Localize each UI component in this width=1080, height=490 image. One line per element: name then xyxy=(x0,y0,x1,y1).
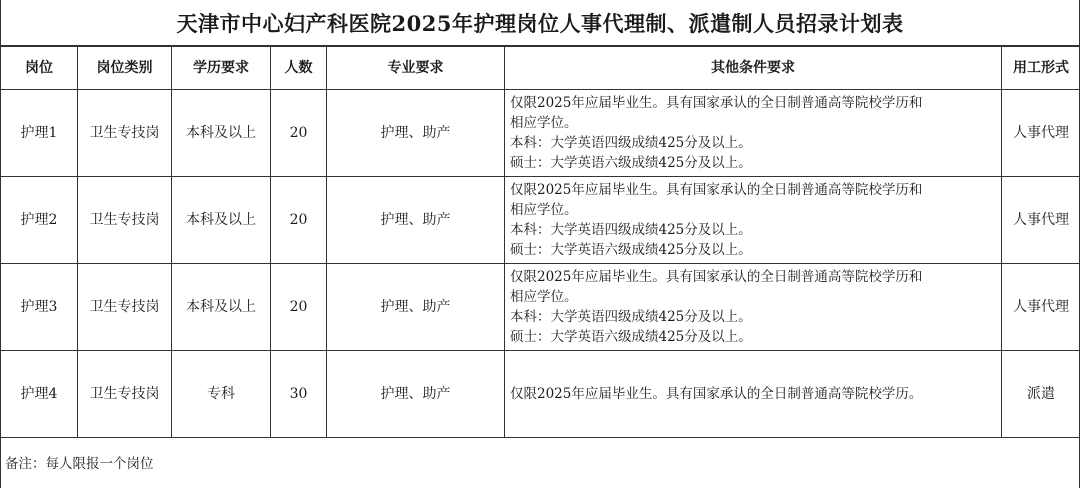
cell-education: 本科及以上 xyxy=(172,90,271,177)
requirement-line: 硕士：大学英语六级成绩425分及以上。 xyxy=(510,327,1001,347)
cell-category: 卫生专技岗 xyxy=(78,90,172,177)
cell-count: 20 xyxy=(271,90,327,177)
cell-count: 30 xyxy=(271,351,327,438)
requirement-line: 相应学位。 xyxy=(510,113,1001,133)
requirement-line: 相应学位。 xyxy=(510,200,1001,220)
requirement-line: 仅限2025年应届毕业生。具有国家承认的全日制普通高等院校学历。 xyxy=(510,384,1001,404)
cell-employment: 人事代理 xyxy=(1002,264,1080,351)
cell-category: 卫生专技岗 xyxy=(78,264,172,351)
cell-requirements xyxy=(505,90,1002,177)
cell-position: 护理4 xyxy=(1,351,78,438)
header-employment: 用工形式 xyxy=(1002,47,1080,90)
cell-education: 本科及以上 xyxy=(172,264,271,351)
header-category: 岗位类别 xyxy=(78,47,172,90)
requirement-line: 本科：大学英语四级成绩425分及以上。 xyxy=(510,220,1001,240)
requirement-line: 仅限2025年应届毕业生。具有国家承认的全日制普通高等院校学历和 xyxy=(510,93,1001,113)
cell-position: 护理3 xyxy=(1,264,78,351)
table-row xyxy=(1,177,1080,264)
header-major: 专业要求 xyxy=(327,47,505,90)
requirement-line: 硕士：大学英语六级成绩425分及以上。 xyxy=(510,240,1001,260)
cell-count: 20 xyxy=(271,264,327,351)
cell-major: 护理、助产 xyxy=(327,90,505,177)
cell-education: 专科 xyxy=(172,351,271,438)
cell-position: 护理2 xyxy=(1,177,78,264)
header-count: 人数 xyxy=(271,47,327,90)
recruitment-table xyxy=(0,46,1080,438)
header-education: 学历要求 xyxy=(172,47,271,90)
requirement-line: 本科：大学英语四级成绩425分及以上。 xyxy=(510,307,1001,327)
table-header-row xyxy=(1,47,1080,90)
cell-major: 护理、助产 xyxy=(327,264,505,351)
header-requirements: 其他条件要求 xyxy=(505,47,1002,90)
page-title: 天津市中心妇产科医院2025年护理岗位人事代理制、派遣制人员招录计划表 xyxy=(0,0,1080,46)
footnote: 备注：每人限报一个岗位 xyxy=(0,438,1080,488)
requirement-line: 仅限2025年应届毕业生。具有国家承认的全日制普通高等院校学历和 xyxy=(510,267,1001,287)
requirement-line: 仅限2025年应届毕业生。具有国家承认的全日制普通高等院校学历和 xyxy=(510,180,1001,200)
table-row xyxy=(1,351,1080,438)
cell-category: 卫生专技岗 xyxy=(78,351,172,438)
cell-requirements xyxy=(505,264,1002,351)
cell-requirements xyxy=(505,177,1002,264)
requirement-line: 硕士：大学英语六级成绩425分及以上。 xyxy=(510,153,1001,173)
header-position: 岗位 xyxy=(1,47,78,90)
table-row xyxy=(1,264,1080,351)
cell-education: 本科及以上 xyxy=(172,177,271,264)
cell-employment: 人事代理 xyxy=(1002,90,1080,177)
requirement-line: 本科：大学英语四级成绩425分及以上。 xyxy=(510,133,1001,153)
cell-major: 护理、助产 xyxy=(327,177,505,264)
requirement-line: 相应学位。 xyxy=(510,287,1001,307)
cell-employment: 人事代理 xyxy=(1002,177,1080,264)
cell-count: 20 xyxy=(271,177,327,264)
table-row xyxy=(1,90,1080,177)
cell-major: 护理、助产 xyxy=(327,351,505,438)
cell-category: 卫生专技岗 xyxy=(78,177,172,264)
cell-requirements xyxy=(505,351,1002,438)
cell-position: 护理1 xyxy=(1,90,78,177)
cell-employment: 派遣 xyxy=(1002,351,1080,438)
